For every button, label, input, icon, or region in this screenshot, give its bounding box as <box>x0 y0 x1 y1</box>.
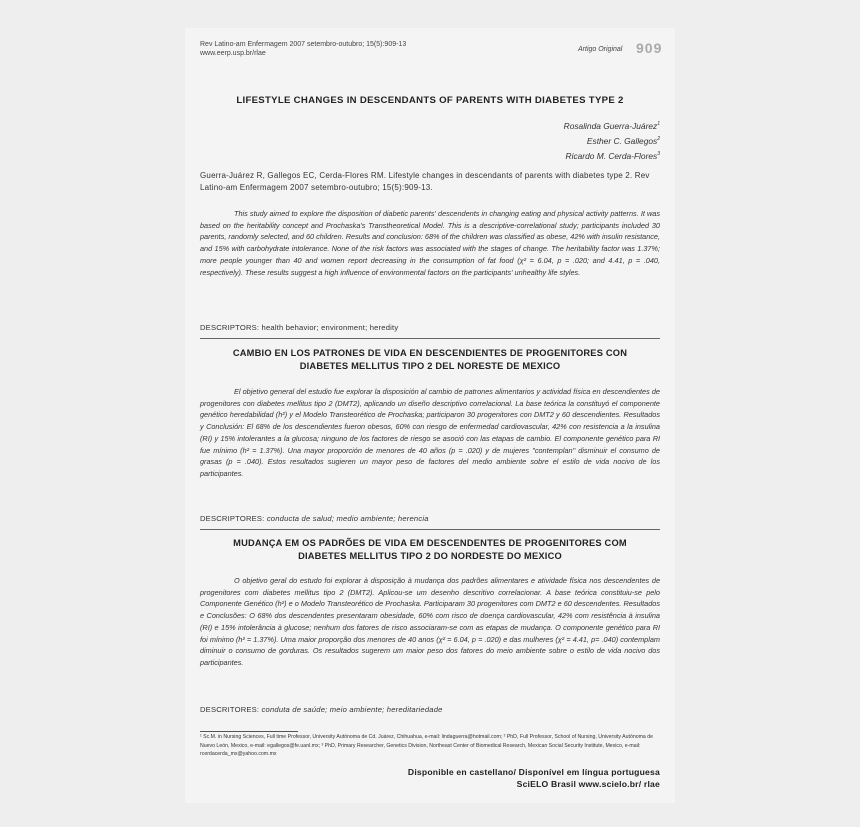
section-divider <box>200 529 660 530</box>
portuguese-title-line2: DIABETES MELLITUS TIPO 2 DO NORDESTE DO MEXICO <box>298 551 562 561</box>
abstract-spanish: El objetivo general del estudio fue explorar la disposición al cambio de patrones alimentarios y actividad física en descendientes de progenitores con diabetes mellitus tipo 2 (DMT2), aplicando un diseño descriptivo correlacional. La base teórica la constituyó el componente genético heredabilidad (h²) y el Modelo Transteorético de Prochaska; participaron 30 progenitores con DMT2 y 60 descendientes. Resultados y Conclusión: El 68% de los descendientes fueron obesos, 60% con riesgo de enfermedad cardiovascular, 42% con resistencia a la insulina (RI) y 15% intolerantes a la glucosa; ninguno de los factores de riesgo se asoció con las etapas de cambio. El componente genético para RI fue mínimo (h² = 1.37%). Una mayor proporción de menores de 40 años (p = .020) y de mujeres "contemplan" disminuir el consumo de grasas (p = .040). Estos resultados sugieren un mayor peso de factores del medio ambiente sobre el estilo de vida nocivo de los participantes. <box>200 387 660 478</box>
descriptors-label: DESCRITORES: <box>200 705 260 714</box>
portuguese-title-line1: MUDANÇA EM OS PADRÕES DE VIDA EM DESCENDENTES DE PROGENITORES COM <box>233 538 627 548</box>
journal-line: Rev Latino-am Enfermagem 2007 setembro-outubro; 15(5):909-13 <box>200 41 407 48</box>
descriptors-values: conduta de saúde; meio ambiente; hereditariedade <box>261 705 443 714</box>
author-list <box>440 118 660 162</box>
citation: Guerra-Juárez R, Gallegos EC, Cerda-Flores RM. Lifestyle changes in descendants of parents with diabetes type 2. Rev Latino-am Enfermagem 2007 setembro-outubro; 15(5):909-13. <box>200 171 650 192</box>
spanish-title-line1: CAMBIO EN LOS PATRONES DE VIDA EN DESCENDIENTES DE PROGENITORES CON <box>232 348 628 358</box>
descriptors-english <box>200 323 398 332</box>
portuguese-title <box>200 537 660 563</box>
descriptors-values: conducta de salud; medio ambiente; herencia <box>266 514 429 523</box>
paper-title: LIFESTYLE CHANGES IN DESCENDANTS OF PARENTS WITH DIABETES TYPE 2 <box>236 95 624 106</box>
language-availability: Disponible en castellano/ Disponível em língua portuguesa <box>407 767 660 777</box>
page-number: 909 <box>636 40 663 56</box>
journal-header <box>200 40 406 58</box>
journal-url: www.eerp.usp.br/rlae <box>200 50 266 57</box>
author: Ricardo M. Cerda-Flores$^3$ <box>565 150 660 161</box>
article-type: Artigo Original <box>578 46 623 53</box>
spanish-title <box>200 347 660 373</box>
author: Rosalinda Guerra-Juárez$^1$ <box>563 120 660 131</box>
scielo-link[interactable]: SciELO Brasil www.scielo.br/ rlae <box>516 779 660 789</box>
abstract-english: This study aimed to explore the disposition of diabetic parents' descendents in changing eating and physical activity patterns. It was based on the heritability concept and Prochaska's Transtheoretical Model. This is a descriptive-correlational study; participants included 30 parents, randomly selected, and 60 children. Results and conclusion: 68% of the children was classified as obese, 42% with insulin resistance, and 15% with carbohydrate intolerance. None of the risk factors was associated with the stages of change. The heritability factor was 1.37%; more people younger than 40 and women report decreasing in the consumption of fat food (χ² = 6.04, p = .020; and 4.41, p = .040, respectively). These results suggest a high influence of environmental factors on the participants' unhealthy life styles. <box>200 209 660 277</box>
author: Esther C. Gallegos$^2$ <box>586 135 660 146</box>
footnote-divider <box>200 731 298 732</box>
spanish-title-line2: DIABETES MELLITUS TIPO 2 DEL NORESTE DE MEXICO <box>299 361 561 371</box>
section-divider <box>200 338 660 339</box>
descriptors-values: health behavior; environment; heredity <box>261 323 399 332</box>
author-footnote: ¹ Sc.M. in Nursing Sciences, Full time Professor, University Autónoma de Cd. Juárez, Chihuahua, e-mail: lindaguerra@hotmail.com; ² PhD, Full Professor, School of Nursing, University Autónoma de Nuevo León, Mexico, e-mail: egallegos@fe.uanl.mx; ³ PhD, Primary Researcher, Genetics Division, Northeast Center of Biomedical Research, Mexican Social Security Institute, Mexico, e-mail: rcerdacerda_mx@yahoo.com.mx <box>200 734 654 758</box>
descriptors-spanish <box>200 514 429 523</box>
descriptors-label: DESCRIPTORES: <box>200 514 265 523</box>
abstract-portuguese: O objetivo geral do estudo foi explorar à disposição à mudança dos padrões alimentares e atividade física nos descendentes de progenitores com diabetes mellitus tipo 2 (DMT2). Aplicou-se um desenho descritivo correlacionar. A base teórica constituiu-se pelo Componente Genético (h²) e o Modelo Transteorético de Prochaska. Participaram 30 progenitores com DMT2 e 60 descendentes. Resultados e Conclusões: O 68% dos descendentes presentaram obesidade, 60% com risco de doença cardiovascular, 42% com resistência à insulina (RI) e 15% intolerância à glucose; nenhum dos fatores de risco associaram-se com as etapas de mudança. O componente genético para RI foi mínimo (h² = 1.37%). Uma maior proporção dos menores de 40 anos (χ² = 6.04, p = .020) e das mulheres (χ² = 4.41, p= .040) contemplam diminuir o consumo de gorduras. Os resultados sugerem um maior peso dos fatores do meio ambiente sobre o estilo de vida nocivo dos participantes. <box>200 576 660 667</box>
descriptors-label: DESCRIPTORS: <box>200 323 260 332</box>
descriptors-portuguese <box>200 705 443 714</box>
